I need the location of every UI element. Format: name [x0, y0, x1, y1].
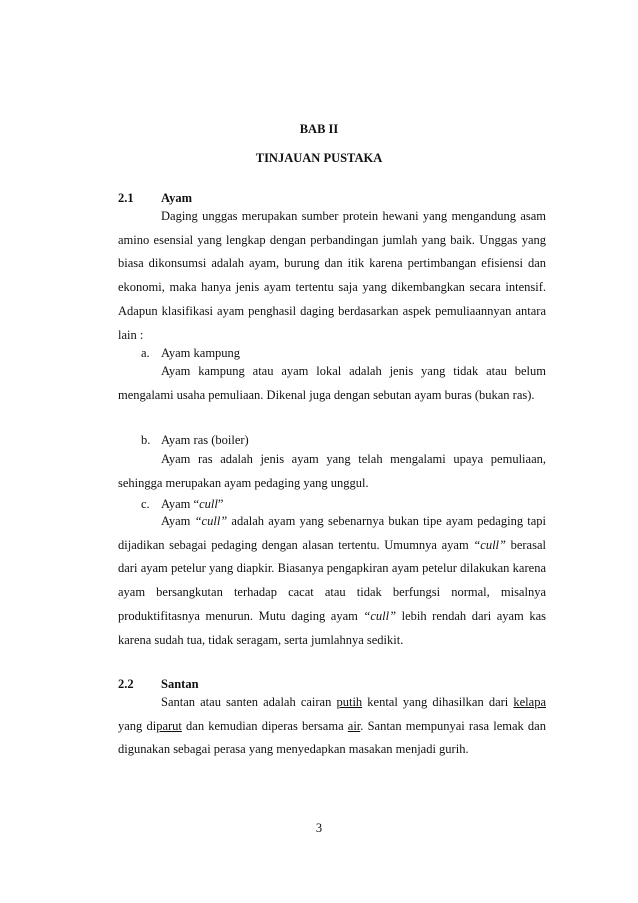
text-run: lebih rendah dari ayam kas karena sudah tua, tidak seragam, serta jumlahnya sedikit. — [118, 608, 546, 647]
link-putih[interactable]: putih — [336, 695, 363, 709]
item-b-text — [118, 448, 546, 495]
text-run: kental yang dihasilkan dari — [362, 695, 514, 709]
list-label: Ayam ras (boiler) — [161, 433, 249, 447]
item-c-text — [118, 510, 546, 652]
link-kelapa[interactable]: kelapa — [513, 695, 546, 709]
paragraph: Daging unggas merupakan sumber protein hewani yang mengandung asam amino esensial yang lengkap dengan perbandingan jumlah yang baik. Unggas yang biasa dikonsumsi adalah ayam, burung dan itik karena pertimbangan efisiensi dan ekonomi, maka hanya jenis ayam tertentu saja yang dikembangkan secara intensif. Adapun klasifikasi ayam penghasil daging berdasarkan aspek pemuliaannyan antara lain : — [118, 209, 546, 342]
chapter-title: TINJAUAN PUSTAKA — [255, 151, 383, 165]
list-marker: c. — [141, 497, 150, 511]
text-run: Ayam — [161, 514, 195, 528]
text-run: yang di — [118, 718, 157, 733]
section-2-1-intro — [118, 205, 546, 347]
link-parut[interactable]: parut — [156, 718, 182, 733]
term-cull: “cull” — [473, 537, 506, 552]
list-label-prefix: Ayam “ — [161, 497, 200, 511]
term-cull: “cull” — [194, 514, 228, 528]
paragraph: Ayam kampung atau ayam lokal adalah jenis yang tidak atau belum mengalami usaha pemuliaan. Dikenal juga dengan sebutan ayam buras (bukan ras). — [118, 364, 546, 402]
text-run: adalah ayam yang sebenarnya bukan tipe ayam pedaging tapi dijadikan sebagai pedaging dengan alasan tertentu. Umumnya ayam — [118, 514, 546, 552]
page-number: 3 — [315, 821, 323, 835]
list-item-a — [141, 346, 240, 361]
term-cull: “cull” — [363, 608, 397, 623]
section-title: Santan — [161, 677, 199, 691]
list-label-suffix: ” — [217, 497, 224, 511]
section-2-2-text — [118, 691, 546, 762]
section-number: 2.2 — [118, 677, 134, 691]
paragraph — [118, 510, 546, 652]
list-label: Ayam kampung — [161, 346, 241, 360]
text-run: . Santan mempunyai rasa lemak dan digunakan sebagai perasa yang menyedapkan masakan menjadi gurih. — [118, 718, 546, 757]
list-item-b — [141, 433, 249, 448]
item-a-text — [118, 360, 546, 407]
chapter-label: BAB II — [299, 122, 339, 136]
list-marker: b. — [141, 433, 151, 447]
section-2-2-heading — [118, 677, 199, 692]
paragraph: Ayam ras adalah jenis ayam yang telah mengalami upaya pemuliaan, sehingga merupakan ayam pedaging yang unggul. — [118, 452, 546, 490]
text-run: Santan atau santen adalah cairan — [161, 695, 337, 709]
section-title: Ayam — [161, 191, 193, 205]
section-number: 2.1 — [118, 191, 134, 205]
text-run: berasal dari ayam petelur yang diapkir. Biasanya pengapkiran ayam petelur dilakukan karena ayam bersangkutan terhadap cacat atau tidak berfungsi normal, misalnya produktifitasnya menurun. Mutu daging ayam — [118, 537, 546, 623]
list-label-italic: cull — [199, 497, 218, 511]
section-2-1-heading — [118, 191, 192, 206]
link-air[interactable]: air — [347, 718, 361, 733]
list-marker: a. — [141, 346, 150, 360]
paragraph — [118, 691, 546, 762]
text-run: dan kemudian diperas bersama — [181, 718, 348, 733]
